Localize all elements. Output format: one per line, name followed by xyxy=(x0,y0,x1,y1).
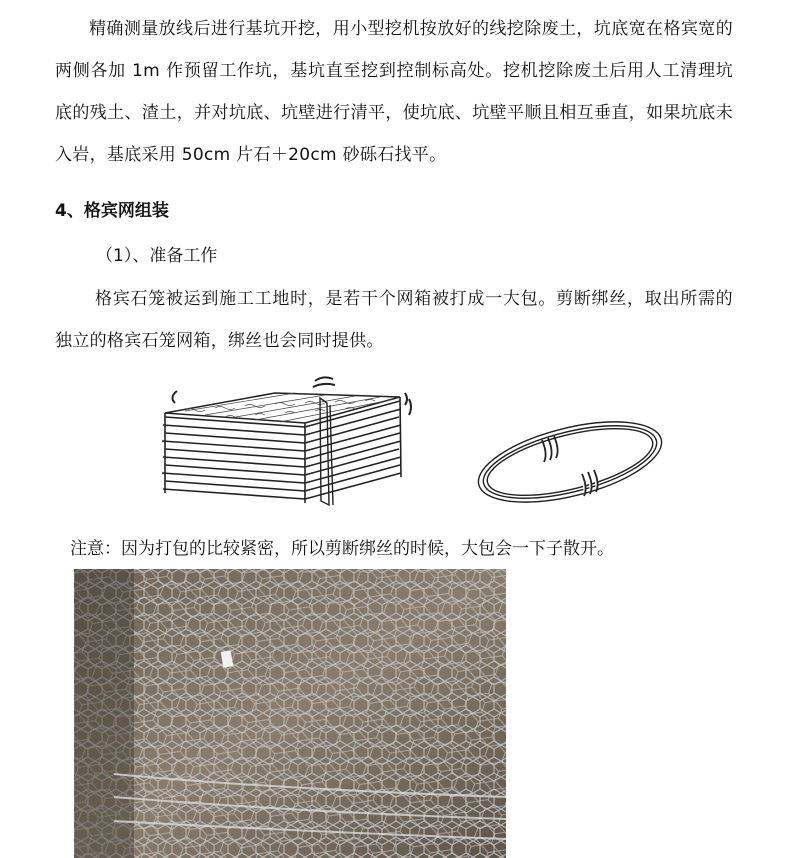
wire-coil-svg xyxy=(470,410,670,510)
preparation-paragraph: 格宾石笼被运到施工工地时，是若干个网箱被打成一大包。剪断绑丝，取出所需的独立的格宾石笼网箱，绑丝也会同时提供。 xyxy=(55,289,733,351)
gabion-bundle-illustration xyxy=(155,365,415,513)
gabion-mesh-photo xyxy=(74,569,506,858)
excavation-paragraph: 精确测量放线后进行基坑开挖，用小型挖机按放好的线挖除废土，坑底宽在格宾宽的两侧各加 1m 作预留工作坑，基坑直至挖到控制标高处。挖机挖除废土后用人工清理坑底的残土、渣土，并对坑底、坑壁进行清平，使坑底、坑壁平顺且相互垂直，如果坑底未入岩，基底采用 50cm 片石＋20cm 砂砾石找平。 xyxy=(55,19,733,165)
subheading-preparation: （1）、准备工作 xyxy=(96,246,218,266)
gabion-mesh-photo-svg xyxy=(74,569,506,858)
note-text: 注意：因为打包的比较紧密，所以剪断绑丝的时候，大包会一下子散开。 xyxy=(70,539,614,559)
section-heading-gabion-assembly: 4、格宾网组装 xyxy=(55,201,169,221)
binding-wire-coil-illustration xyxy=(470,410,670,510)
gabion-bundle-svg xyxy=(155,365,415,513)
